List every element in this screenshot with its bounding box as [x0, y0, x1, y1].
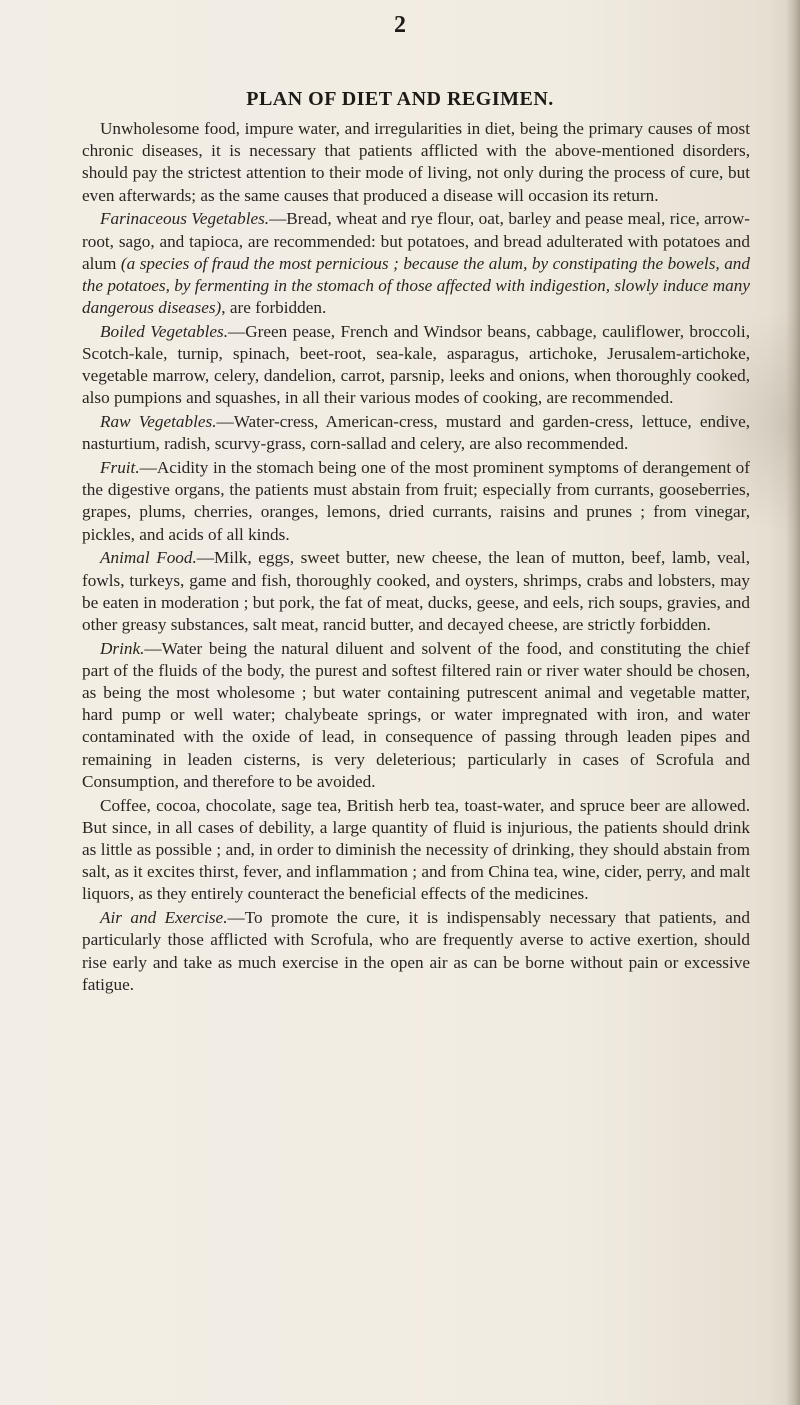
paragraph-drink	[82, 638, 750, 793]
paragraph-animal-food	[82, 547, 750, 636]
paragraph-text: Unwholesome food, impure water, and irregularities in diet, being the primary causes of most chronic diseases, it is necessary that patients afflicted with the above-mentioned disorders, should pay the strictest attention to their mode of living, not only during the process of cure, but even afterwards; as the same causes that produced a disease will occasion its return.	[82, 119, 750, 205]
body-text	[82, 118, 750, 997]
paragraph-air-exercise	[82, 907, 750, 996]
paragraph-intro	[82, 118, 750, 207]
paragraph-text: Coffee, cocoa, chocolate, sage tea, British herb tea, toast-water, and spruce beer are allowed. But since, in all cases of debility, a large quantity of fluid is injurious, the patients should drink as little as possible ; and, in order to diminish the necessity of drinking, they should abstain from salt, as it excites thirst, fever, and inflammation ; and from China tea, wine, cider, perry, and malt liquors, as they entirely counteract the beneficial effects of the medicines.	[82, 795, 750, 904]
section-heading: Farinaceous Vegetables.	[100, 209, 270, 229]
section-heading: Drink.	[100, 638, 145, 658]
paragraph-farinaceous	[82, 208, 750, 319]
paragraph-text: —Green pease, French and Windsor beans, cabbage, cauliflower, broccoli, Scotch-kale, turnip, spinach, beet-root, sea-kale, asparagus, artichoke, Jerusalem-artichoke, vegetable marrow, celery, dandelion, carrot, parsnip, leeks and onions, when thoroughly cooked, also pumpions and squashes, in all their various modes of cooking, are recommended.	[82, 321, 750, 408]
paragraph-fruit	[82, 457, 750, 546]
paragraph-text: —Water-cress, American-cress, mustard and garden-cress, lettuce, endive, nasturtium, radish, scurvy-grass, corn-sallad and celery, are also recommended.	[82, 412, 750, 454]
paragraph-beverages	[82, 795, 750, 906]
page-number: 2	[394, 12, 406, 38]
paragraph-text-after: , are forbidden.	[221, 298, 327, 318]
section-heading: Raw Vegetables.	[100, 412, 217, 432]
paragraph-boiled-vegetables	[82, 321, 750, 410]
section-heading: Air and Exercise.	[100, 908, 228, 928]
paragraph-text: —To promote the cure, it is indispensably necessary that patients, and particularly those afflicted with Scrofula, who are frequently averse to active exertion, should rise early and take as much exercise in the open air as can be borne without pain or excessive fatigue.	[82, 908, 750, 994]
section-heading: Boiled Vegetables.	[100, 321, 229, 341]
paragraph-text: —Acidity in the stomach being one of the most prominent symptoms of derangement of the digestive organs, the patients must abstain from fruit; especially from currants, gooseberries, grapes, plums, cherries, oranges, lemons, dried currants, raisins and prunes ; from vinegar, pickles, and acids of all kinds.	[82, 458, 750, 544]
paragraph-italic-text: (a species of fraud the most pernicious ; because the alum, by constipating the bowels, and the potatoes, by fermenting in the stomach of those affected with indigestion, slowly induce many dangerous diseases)	[82, 253, 750, 318]
paragraph-raw-vegetables	[82, 411, 750, 455]
section-heading: Animal Food.	[100, 548, 197, 568]
paragraph-text: —Water being the natural diluent and solvent of the food, and constituting the chief part of the fluids of the body, the purest and softest filtered rain or river water should be chosen, as being the most wholesome ; but water containing putrescent animal and vegetable matter, hard pump or well water; chalybeate springs, or water impregnated with iron, and water contaminated with the oxide of lead, in consequence of passing through leaden pipes and remaining in leaden cisterns, is very deleterious; particularly in cases of Scrofula and Consumption, and therefore to be avoided.	[82, 638, 750, 791]
paragraph-text: —Bread, wheat and rye flour, oat, barley and pease meal, rice, arrow-root, sago, and tapioca, are recommended: but potatoes, and bread adulterated with potatoes and alum	[82, 209, 750, 273]
page-title: PLAN OF DIET AND REGIMEN.	[246, 88, 554, 110]
paragraph-text: —Milk, eggs, sweet butter, new cheese, the lean of mutton, beef, lamb, veal, fowls, turkeys, game and fish, thoroughly cooked, and oysters, shrimps, crabs and lobsters, may be eaten in moderation ; but pork, the fat of meat, ducks, geese, and eels, rich soups, gravies, and other greasy substances, salt meat, rancid butter, and decayed cheese, are strictly forbidden.	[82, 548, 750, 634]
page-edge-shadow	[786, 0, 800, 1405]
section-heading: Fruit.	[100, 458, 140, 478]
